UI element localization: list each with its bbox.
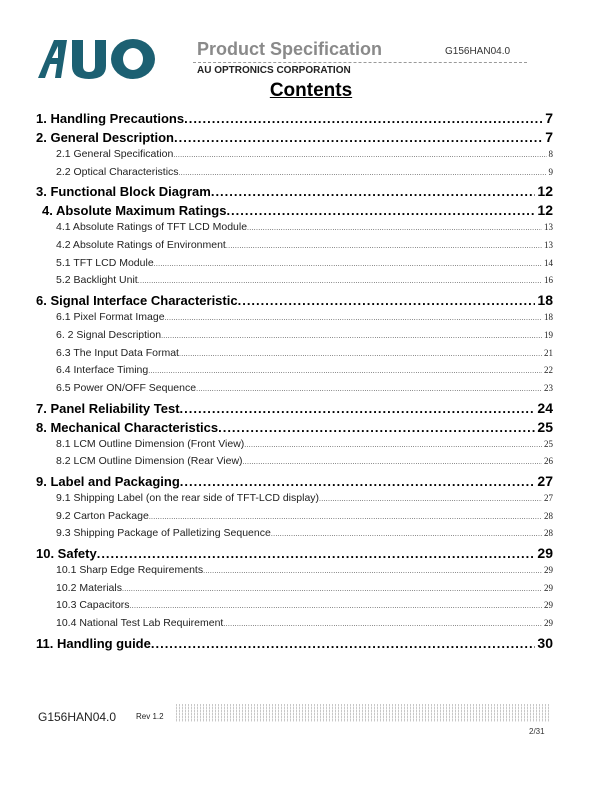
toc-entry-label: 6.3 The Input Data Format <box>56 346 179 359</box>
toc-subsection-entry[interactable] <box>36 455 553 473</box>
dot-leader <box>319 496 542 503</box>
toc-entry-page: 7 <box>545 129 553 145</box>
dot-leader <box>223 621 542 628</box>
toc-subsection-entry[interactable] <box>36 257 553 275</box>
toc-entry-page: 27 <box>537 472 553 489</box>
toc-section-entry[interactable] <box>36 202 553 221</box>
dot-leader <box>196 386 542 393</box>
contents-heading: Contents <box>269 80 353 101</box>
toc-entry-page: 13 <box>544 222 553 233</box>
toc-entry-label: 4.1 Absolute Ratings of TFT LCD Module <box>56 221 248 234</box>
toc-subsection-entry[interactable] <box>36 364 553 382</box>
toc-entry-page: 7 <box>545 110 553 126</box>
toc-entry-label: 8.2 LCM Outline Dimension (Rear View) <box>56 455 243 468</box>
toc-entry-label: 11. Handling guide <box>36 635 151 651</box>
toc-entry-label: 5.1 TFT LCD Module <box>56 256 154 269</box>
dot-leader <box>211 184 536 199</box>
toc-entry-label: 3. Functional Block Diagram <box>36 184 211 200</box>
toc-entry-page: 28 <box>544 510 553 521</box>
toc-entry-label: 10.3 Capacitors <box>56 599 130 612</box>
footer-model-number: G156HAN04.0 <box>38 710 117 724</box>
toc-entry-page: 14 <box>544 257 553 268</box>
toc-entry-label: 6. Signal Interface Characteristic <box>36 293 238 309</box>
toc-section-entry[interactable] <box>36 419 553 438</box>
toc-entry-label: 8. Mechanical Characteristics <box>36 419 219 435</box>
toc-entry-page: 18 <box>537 292 553 309</box>
toc-subsection-entry[interactable] <box>36 582 553 600</box>
dot-leader <box>226 243 542 250</box>
footer-pattern-bar <box>176 704 550 722</box>
auo-logo <box>36 36 158 80</box>
table-of-contents <box>36 110 553 654</box>
toc-entry-page: 18 <box>544 312 553 323</box>
dot-leader <box>180 474 536 489</box>
toc-subsection-entry[interactable] <box>36 166 553 184</box>
toc-entry-label: 5.2 Backlight Unit <box>56 274 138 287</box>
toc-entry-page: 29 <box>544 565 553 575</box>
toc-entry-page: 29 <box>544 600 553 611</box>
toc-entry-label: 4.2 Absolute Ratings of Environment <box>56 239 226 252</box>
toc-subsection-entry[interactable] <box>36 382 553 400</box>
toc-entry-label: 10.1 Sharp Edge Requirements <box>56 564 204 576</box>
toc-entry-label: 1. Handling Precautions <box>36 111 185 126</box>
toc-subsection-entry[interactable] <box>36 239 553 257</box>
toc-entry-page: 25 <box>537 418 553 435</box>
toc-entry-label: 2. General Description <box>36 130 174 145</box>
toc-subsection-entry[interactable] <box>36 274 553 292</box>
toc-entry-page: 16 <box>544 275 553 286</box>
toc-subsection-entry[interactable] <box>36 148 553 166</box>
dot-leader <box>218 420 535 435</box>
toc-subsection-entry[interactable] <box>36 347 553 365</box>
company-name: AU OPTRONICS CORPORATION <box>197 65 351 76</box>
toc-entry-page: 13 <box>544 240 553 251</box>
toc-entry-page: 29 <box>544 618 553 629</box>
toc-subsection-entry[interactable] <box>36 311 553 329</box>
toc-entry-label: 10.4 National Test Lab Requirement <box>56 617 224 630</box>
toc-entry-page: 21 <box>544 347 553 358</box>
toc-subsection-entry[interactable] <box>36 510 553 528</box>
dot-leader <box>151 636 536 651</box>
dot-leader <box>243 459 542 466</box>
toc-entry-label: 6.4 Interface Timing <box>56 364 149 377</box>
dot-leader <box>138 278 542 285</box>
dot-leader <box>238 293 536 308</box>
toc-entry-page: 24 <box>537 399 553 416</box>
toc-entry-label: 6.1 Pixel Format Image <box>56 311 165 324</box>
toc-entry-page: 8 <box>548 149 553 159</box>
dot-leader <box>122 586 542 593</box>
toc-entry-label: 10. Safety <box>36 546 97 561</box>
toc-entry-page: 12 <box>537 183 553 200</box>
dot-leader <box>130 603 542 610</box>
toc-subsection-entry[interactable] <box>36 329 553 347</box>
toc-subsection-entry[interactable] <box>36 221 553 239</box>
toc-entry-label: 9. Label and Packaging <box>36 473 180 489</box>
dot-leader <box>179 351 542 358</box>
toc-entry-page: 19 <box>544 329 553 340</box>
dot-leader <box>179 170 547 177</box>
toc-entry-page: 12 <box>537 202 553 219</box>
toc-entry-label: 9.1 Shipping Label (on the rear side of TFT-LCD display) <box>56 491 320 504</box>
dot-leader <box>173 152 546 159</box>
dot-leader <box>148 368 542 375</box>
toc-section-entry[interactable] <box>36 545 553 564</box>
toc-entry-label: 6.5 Power ON/OFF Sequence <box>56 381 197 394</box>
dot-leader <box>244 442 542 449</box>
toc-section-entry[interactable] <box>36 473 553 492</box>
toc-entry-label: 6. 2 Signal Description <box>56 328 162 341</box>
dot-leader <box>271 531 542 538</box>
toc-section-entry[interactable] <box>36 400 553 419</box>
toc-subsection-entry[interactable] <box>36 492 553 510</box>
toc-entry-label: 2.2 Optical Characteristics <box>56 165 179 178</box>
toc-section-entry[interactable] <box>36 129 553 148</box>
toc-subsection-entry[interactable] <box>36 438 553 456</box>
toc-entry-label: 9.3 Shipping Package of Palletizing Sequence <box>56 527 271 540</box>
toc-subsection-entry[interactable] <box>36 599 553 617</box>
dot-leader <box>247 225 542 232</box>
toc-entry-label: 9.2 Carton Package <box>56 509 149 522</box>
dot-leader <box>149 514 542 521</box>
toc-entry-label: 10.2 Materials <box>56 581 122 594</box>
toc-entry-page: 27 <box>544 492 553 503</box>
toc-entry-page: 22 <box>544 365 553 376</box>
toc-section-entry[interactable] <box>36 183 553 202</box>
toc-entry-page: 28 <box>544 528 553 539</box>
toc-subsection-entry[interactable] <box>36 617 553 635</box>
product-specification-title: Product Specification <box>197 39 383 59</box>
toc-entry-label: 8.1 LCM Outline Dimension (Front View) <box>56 437 245 450</box>
dot-leader <box>97 546 536 561</box>
dot-leader <box>174 130 543 145</box>
toc-entry-label: 4. Absolute Maximum Ratings <box>42 203 227 219</box>
page-number: 2/31 <box>529 727 545 736</box>
toc-section-entry[interactable] <box>36 635 553 654</box>
toc-entry-page: 23 <box>544 382 553 393</box>
dot-leader <box>154 261 542 268</box>
footer-revision: Rev 1.2 <box>136 712 164 721</box>
toc-section-entry[interactable] <box>36 292 553 311</box>
dot-leader <box>165 315 542 322</box>
toc-entry-page: 25 <box>544 438 553 449</box>
toc-entry-label: 7. Panel Reliability Test <box>36 400 180 416</box>
dot-leader <box>161 333 542 340</box>
toc-entry-page: 26 <box>544 456 553 467</box>
toc-entry-label: 2.1 General Specification <box>56 148 174 160</box>
header-model-number: G156HAN04.0 <box>445 46 511 57</box>
toc-entry-page: 29 <box>544 582 553 593</box>
header-divider <box>193 62 527 63</box>
dot-leader <box>184 111 543 126</box>
dot-leader <box>180 401 536 416</box>
dot-leader <box>226 203 535 218</box>
toc-entry-page: 30 <box>537 634 553 651</box>
toc-entry-page: 9 <box>548 166 553 177</box>
toc-subsection-entry[interactable] <box>36 564 553 582</box>
toc-subsection-entry[interactable] <box>36 527 553 545</box>
toc-section-entry[interactable] <box>36 110 553 129</box>
toc-entry-page: 29 <box>537 545 553 561</box>
dot-leader <box>203 568 542 575</box>
